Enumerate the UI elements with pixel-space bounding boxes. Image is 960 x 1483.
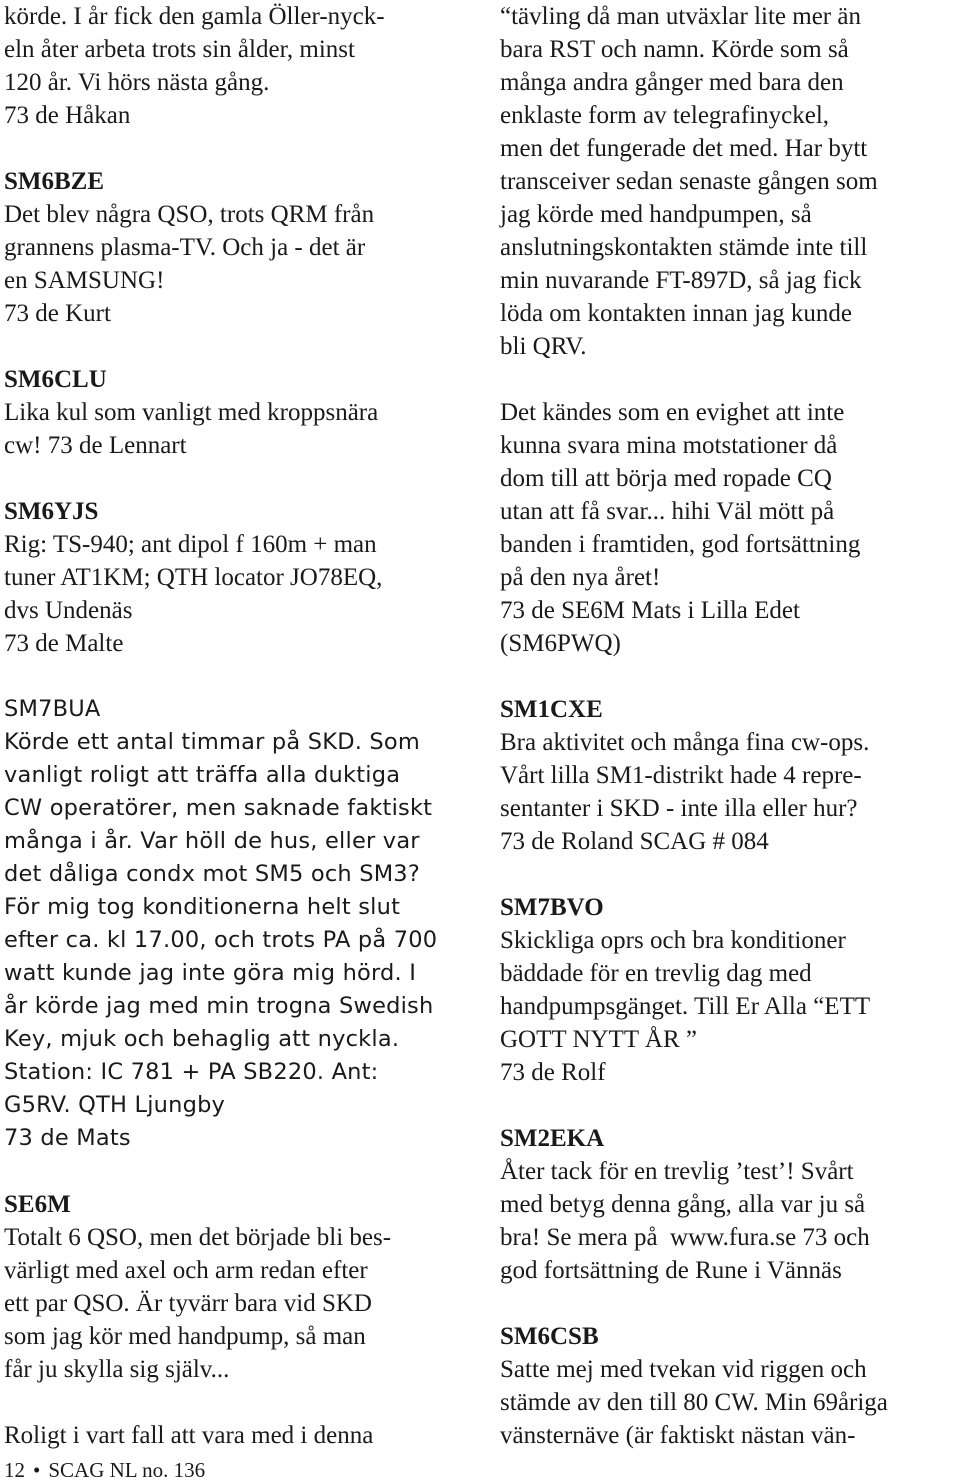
- paragraph-gap: [4, 1155, 466, 1188]
- text-line: 73 de SE6M Mats i Lilla Edet: [500, 597, 800, 624]
- text-line: 73 de Håkan: [4, 102, 131, 129]
- text-line: Vårt lilla SM1-distrikt hade 4 repre-: [500, 762, 862, 789]
- text-line: Rig: TS-940; ant dipol f 160m + man: [4, 531, 377, 558]
- text-line: Satte mej med tvekan vid riggen och: [500, 1356, 867, 1383]
- text-line: många andra gånger med bara den: [500, 69, 844, 96]
- paragraph-gap: [500, 363, 958, 396]
- callsign-heading: SM6BZE: [4, 168, 105, 195]
- text-line: Körde ett antal timmar på SKD. Som: [4, 729, 420, 755]
- text-line: god fortsättning de Rune i Vännäs: [500, 1257, 842, 1284]
- text-line: löda om kontakten innan jag kunde: [500, 300, 853, 327]
- text-line: dvs Undenäs: [4, 597, 133, 624]
- text-line: Station: IC 781 + PA SB220. Ant:: [4, 1059, 379, 1085]
- callsign-heading: SE6M: [4, 1191, 71, 1218]
- text-line: GOTT NYTT ÅR ”: [500, 1026, 697, 1053]
- text-line: många i år. Var höll de hus, eller var: [4, 828, 420, 854]
- text-line: banden i framtiden, god fortsättning: [500, 531, 861, 558]
- text-line: G5RV. QTH Ljungby: [4, 1092, 226, 1118]
- paragraph-gap: [4, 462, 466, 495]
- text-line: som jag kör med handpump, så man: [4, 1323, 366, 1350]
- callsign-heading: SM6CSB: [500, 1323, 599, 1350]
- callsign-heading: SM2EKA: [500, 1125, 605, 1152]
- paragraph-gap: [500, 858, 958, 891]
- paragraph-gap: [4, 330, 466, 363]
- text-line: watt kunde jag inte göra mig hörd. I: [4, 960, 417, 986]
- text-line: anslutningskontakten stämde inte till: [500, 234, 868, 261]
- text-line: med betyg denna gång, alla var ju så: [500, 1191, 866, 1218]
- text-line: Åter tack för en trevlig ’test’! Svårt: [500, 1158, 854, 1185]
- text-line: För mig tog konditionerna helt slut: [4, 894, 401, 920]
- text-line: körde. I år fick den gamla Öller-nyck-: [4, 3, 385, 30]
- callsign-heading: SM7BUA: [4, 696, 101, 722]
- page-footer: [4, 1457, 205, 1483]
- text-line: men det fungerade det med. Har bytt: [500, 135, 868, 162]
- text-line: får ju skylla sig själv...: [4, 1356, 230, 1383]
- paragraph-gap: [500, 1287, 958, 1320]
- text-line: Det kändes som en evighet att inte: [500, 399, 845, 426]
- callsign-heading: SM1CXE: [500, 696, 603, 723]
- text-line: enklaste form av telegrafinyckel,: [500, 102, 830, 129]
- text-line: jag körde med handpumpen, så: [500, 201, 812, 228]
- text-line: Key, mjuk och behaglig att nyckla.: [4, 1026, 400, 1052]
- callsign-heading: SM6YJS: [4, 498, 99, 525]
- text-line: 73 de Malte: [4, 630, 124, 657]
- text-line: Bra aktivitet och många fina cw-ops.: [500, 729, 870, 756]
- text-line: Roligt i vart fall att vara med i denna: [4, 1422, 374, 1449]
- text-line: en SAMSUNG!: [4, 267, 165, 294]
- paragraph-gap: [500, 1089, 958, 1122]
- text-line: min nuvarande FT-897D, så jag fick: [500, 267, 862, 294]
- text-line: Lika kul som vanligt med kroppsnära: [4, 399, 379, 426]
- callsign-heading: SM7BVO: [500, 894, 604, 921]
- text-line: kunna svara mina motstationer då: [500, 432, 838, 459]
- text-line: bara RST och namn. Körde som så: [500, 36, 849, 63]
- paragraph-gap: [4, 660, 466, 693]
- text-line: 120 år. Vi hörs nästa gång.: [4, 69, 270, 96]
- text-line: (SM6PWQ): [500, 630, 621, 657]
- text-line: år körde jag med min trogna Swedish: [4, 993, 434, 1019]
- footer-separator: •: [33, 1458, 41, 1482]
- text-line: 73 de Roland SCAG # 084: [500, 828, 769, 855]
- text-line: stämde av den till 80 CW. Min 69åriga: [500, 1389, 888, 1416]
- text-line: bra! Se mera på www.fura.se 73 och: [500, 1224, 870, 1251]
- right-column: [500, 0, 958, 1452]
- text-line: Totalt 6 QSO, men det började bli bes-: [4, 1224, 392, 1251]
- text-line: det dåliga condx mot SM5 och SM3?: [4, 861, 420, 887]
- text-line: på den nya året!: [500, 564, 661, 591]
- text-line: grannens plasma-TV. Och ja - det är: [4, 234, 366, 261]
- text-line: sentanter i SKD - inte illa eller hur?: [500, 795, 858, 822]
- text-line: Det blev några QSO, trots QRM från: [4, 201, 375, 228]
- paragraph-gap: [4, 1386, 466, 1419]
- text-line: ett par QSO. Är tyvärr bara vid SKD: [4, 1290, 372, 1317]
- text-line: vanligt roligt att träffa alla duktiga: [4, 762, 401, 788]
- text-line: Skickliga oprs och bra konditioner: [500, 927, 846, 954]
- paragraph-gap: [4, 132, 466, 165]
- text-line: bäddade för en trevlig dag med: [500, 960, 812, 987]
- text-line: dom till att börja med ropade CQ: [500, 465, 832, 492]
- text-line: bli QRV.: [500, 333, 587, 360]
- text-line: cw! 73 de Lennart: [4, 432, 187, 459]
- text-line: utan att få svar... hihi Väl mött på: [500, 498, 835, 525]
- paragraph-gap: [500, 660, 958, 693]
- text-line: vänsternäve (är faktiskt nästan vän-: [500, 1422, 856, 1449]
- text-line: värligt med axel och arm redan efter: [4, 1257, 368, 1284]
- text-line: handpumpsgänget. Till Er Alla “ETT: [500, 993, 871, 1020]
- text-line: 73 de Mats: [4, 1125, 131, 1151]
- text-line: 73 de Kurt: [4, 300, 111, 327]
- text-line: “tävling då man utväxlar lite mer än: [500, 3, 861, 30]
- text-line: CW operatörer, men saknade faktiskt: [4, 795, 433, 821]
- text-line: transceiver sedan senaste gången som: [500, 168, 878, 195]
- left-column: [4, 0, 466, 1452]
- text-line: 73 de Rolf: [500, 1059, 606, 1086]
- callsign-heading: SM6CLU: [4, 366, 107, 393]
- text-line: efter ca. kl 17.00, och trots PA på 700: [4, 927, 438, 953]
- publication-name: SCAG NL no. 136: [48, 1458, 206, 1482]
- text-line: eln åter arbeta trots sin ålder, minst: [4, 36, 355, 63]
- page-number: 12: [4, 1458, 25, 1482]
- text-line: tuner AT1KM; QTH locator JO78EQ,: [4, 564, 383, 591]
